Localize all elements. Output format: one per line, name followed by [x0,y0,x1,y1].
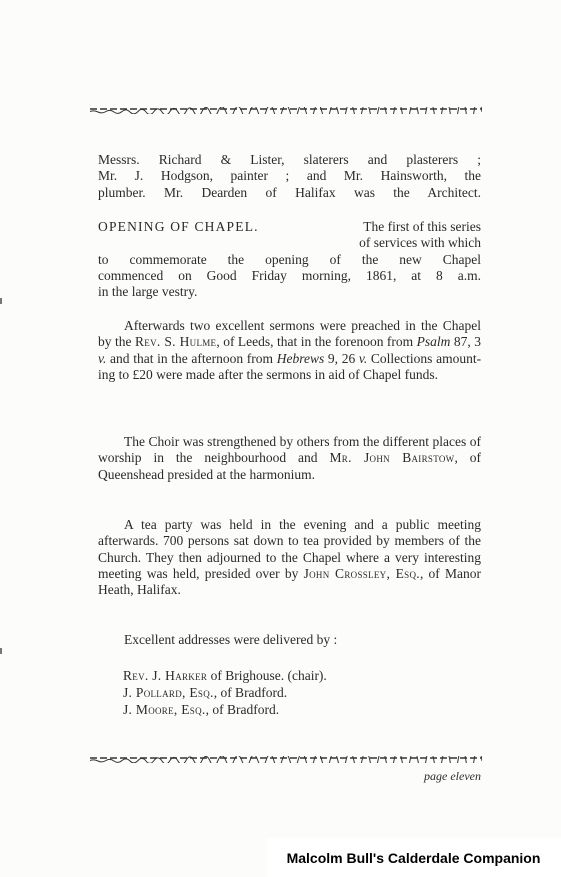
speaker-name: J. Pollard, Esq. [123,685,214,700]
margin-mark [0,298,2,304]
speaker-name: Rev. J. Harker [123,668,208,683]
paragraph-tradesmen [98,152,481,201]
top-ornamental-rule [90,107,482,114]
margin-mark [0,648,2,654]
paragraph-opening [98,219,481,300]
text-run: 87, 3 [453,334,481,350]
paragraph-sermons [98,318,481,383]
verse-mark: v. [358,350,368,366]
text-line: Mr. J. Hodgson, painter ; and Mr. Hainsworth, the [98,168,481,184]
text-run: Collections amount-ing to £20 were made after the sermons in aid of Chapel funds. [98,350,482,382]
name-rev-hulme: Rev. S. Hulme [134,334,217,350]
credit-banner: Malcolm Bull's Calderdale Companion [266,838,561,877]
page-number: page eleven [424,769,481,783]
text-line: Excellent addresses were delivered by : [124,632,338,647]
text-line: Messrs. Richard & Lister, slaterers and plasterers ; [98,152,481,167]
address-item [123,684,327,701]
name-crossley: John Crossley, Esq. [303,565,420,581]
text-line: to commemorate the opening of the new Chapel [98,251,481,267]
scripture-hebrews: Hebrews [276,350,325,366]
paragraph-addresses-intro [98,632,481,648]
speaker-detail: , of Bradford. [205,702,280,717]
speaker-detail: , of Bradford. [213,685,288,700]
verse-mark: v. [98,350,107,366]
text-run: and that in the afternoon from [110,350,274,366]
speaker-detail: of Brighouse. (chair). [207,668,327,683]
paragraph-choir [98,434,481,483]
section-heading: OPENING OF CHAPEL. [98,219,259,234]
scripture-psalm: Psalm [416,334,451,350]
bottom-ornamental-rule [90,756,482,763]
text-run: A tea party was held in the evening and a public meeting afterwards. 700 persons sat down to tea provided by members of the Church. They then adjourned to the Chapel where a very interesting meeting was held, presided over by [98,517,481,581]
text-line: in the large vestry. [98,284,198,300]
address-item [123,667,327,684]
text-run: The Choir was strengthened by others from the different places of worship in the neighbourhood and [98,434,481,466]
text-run: 9, 26 [327,350,356,366]
address-item [123,701,327,718]
name-bairstow: Mr. John Bairstow [329,450,455,466]
paragraph-tea-party [98,517,481,598]
text-run: , of Queenshead presided at the harmonium. [98,450,482,482]
address-list [123,667,327,718]
text-run: , of Leeds, that in the forenoon from [216,334,414,350]
text-line: plumber. Mr. Dearden of Halifax was the Architect. [98,184,481,200]
text-line: commenced on Good Friday morning, 1861, at 8 a.m. [98,267,481,283]
text-run: , of Manor Heath, Halifax. [98,565,481,598]
text-run: Afterwards two excellent sermons were preached in the Chapel by the [98,318,481,350]
text-line: The first of this series [363,219,481,234]
text-line: of services with which [359,235,481,251]
speaker-name: J. Moore, Esq. [123,702,206,717]
